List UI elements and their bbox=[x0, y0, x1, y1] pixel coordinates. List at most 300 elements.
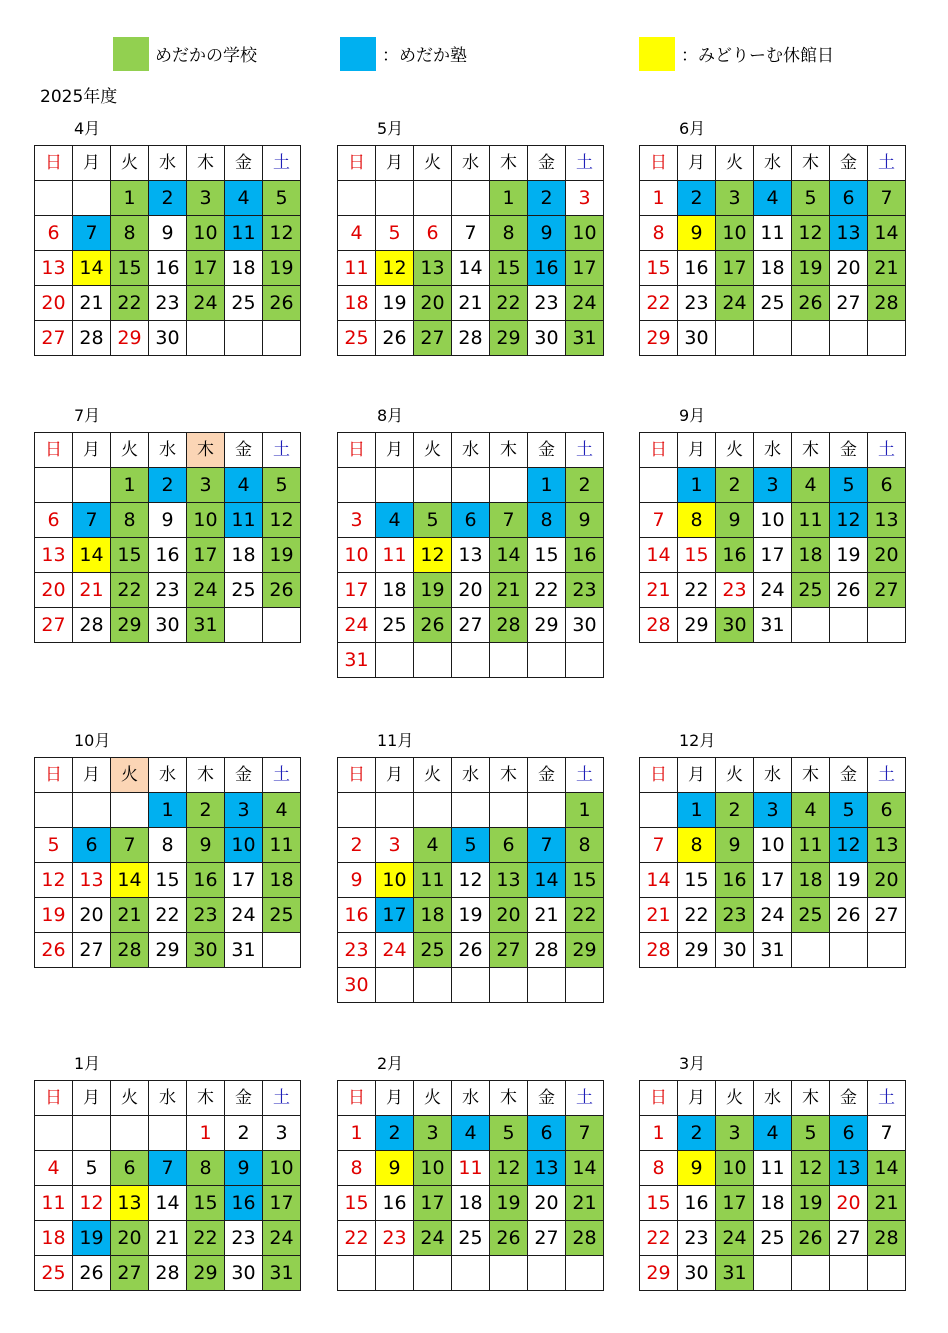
weekday-header: 水 bbox=[149, 1081, 187, 1116]
weekday-header: 月 bbox=[73, 433, 111, 468]
day-cell: 29 bbox=[640, 1256, 678, 1291]
weekday-header: 火 bbox=[111, 758, 149, 793]
day-cell: 14 bbox=[868, 216, 906, 251]
weekday-header: 金 bbox=[528, 1081, 566, 1116]
day-cell: 27 bbox=[830, 1221, 868, 1256]
day-cell: 15 bbox=[640, 251, 678, 286]
day-cell: 22 bbox=[490, 286, 528, 321]
day-cell: 18 bbox=[792, 863, 830, 898]
empty-cell bbox=[528, 968, 566, 1003]
day-cell: 1 bbox=[566, 793, 604, 828]
day-cell: 8 bbox=[490, 216, 528, 251]
day-cell: 1 bbox=[640, 181, 678, 216]
weekday-header: 日 bbox=[338, 1081, 376, 1116]
day-cell: 11 bbox=[225, 503, 263, 538]
day-cell: 21 bbox=[452, 286, 490, 321]
day-cell: 16 bbox=[566, 538, 604, 573]
day-cell: 30 bbox=[716, 608, 754, 643]
day-cell: 12 bbox=[452, 863, 490, 898]
day-cell: 21 bbox=[73, 286, 111, 321]
day-cell: 18 bbox=[754, 1186, 792, 1221]
empty-cell bbox=[414, 181, 452, 216]
day-cell: 26 bbox=[414, 608, 452, 643]
day-cell: 17 bbox=[414, 1186, 452, 1221]
day-cell: 16 bbox=[149, 251, 187, 286]
day-cell: 1 bbox=[111, 468, 149, 503]
day-cell: 24 bbox=[754, 573, 792, 608]
weekday-header: 土 bbox=[868, 146, 906, 181]
empty-cell bbox=[452, 968, 490, 1003]
day-cell: 25 bbox=[338, 321, 376, 356]
day-cell: 14 bbox=[452, 251, 490, 286]
day-cell: 10 bbox=[187, 503, 225, 538]
day-cell: 29 bbox=[111, 321, 149, 356]
day-cell: 1 bbox=[490, 181, 528, 216]
weekday-header: 金 bbox=[830, 758, 868, 793]
day-cell: 27 bbox=[868, 573, 906, 608]
weekday-header: 月 bbox=[376, 433, 414, 468]
legend-school-label: めだかの学校 bbox=[155, 46, 257, 66]
day-cell: 4 bbox=[792, 468, 830, 503]
month-label: 2月 bbox=[377, 1054, 404, 1073]
month-label: 12月 bbox=[679, 731, 716, 750]
day-cell: 3 bbox=[376, 828, 414, 863]
day-cell: 23 bbox=[149, 286, 187, 321]
day-cell: 25 bbox=[792, 898, 830, 933]
weekday-header: 木 bbox=[187, 1081, 225, 1116]
weekday-header: 日 bbox=[338, 146, 376, 181]
weekday-header: 水 bbox=[149, 146, 187, 181]
weekday-header: 金 bbox=[528, 758, 566, 793]
day-cell: 4 bbox=[225, 181, 263, 216]
weekday-header: 日 bbox=[35, 1081, 73, 1116]
day-cell: 8 bbox=[528, 503, 566, 538]
day-cell: 3 bbox=[754, 468, 792, 503]
empty-cell bbox=[566, 1256, 604, 1291]
day-cell: 3 bbox=[187, 468, 225, 503]
day-cell: 7 bbox=[452, 216, 490, 251]
day-cell: 28 bbox=[640, 933, 678, 968]
empty-cell bbox=[376, 181, 414, 216]
day-cell: 25 bbox=[263, 898, 301, 933]
day-cell: 14 bbox=[528, 863, 566, 898]
day-cell: 9 bbox=[225, 1151, 263, 1186]
day-cell: 10 bbox=[338, 538, 376, 573]
day-cell: 26 bbox=[35, 933, 73, 968]
day-cell: 6 bbox=[868, 468, 906, 503]
year-label: 2025年度 bbox=[40, 87, 118, 107]
day-cell: 6 bbox=[528, 1116, 566, 1151]
day-cell: 30 bbox=[149, 321, 187, 356]
day-cell: 21 bbox=[640, 573, 678, 608]
day-cell: 12 bbox=[376, 251, 414, 286]
empty-cell bbox=[263, 933, 301, 968]
empty-cell bbox=[452, 468, 490, 503]
empty-cell bbox=[414, 1256, 452, 1291]
day-cell: 8 bbox=[111, 503, 149, 538]
day-cell: 23 bbox=[566, 573, 604, 608]
day-cell: 16 bbox=[528, 251, 566, 286]
weekday-header: 火 bbox=[414, 758, 452, 793]
day-cell: 13 bbox=[73, 863, 111, 898]
day-cell: 24 bbox=[225, 898, 263, 933]
month-calendar bbox=[639, 1080, 906, 1291]
day-cell: 7 bbox=[868, 181, 906, 216]
day-cell: 17 bbox=[376, 898, 414, 933]
empty-cell bbox=[376, 793, 414, 828]
day-cell: 17 bbox=[187, 538, 225, 573]
day-cell: 20 bbox=[414, 286, 452, 321]
day-cell: 4 bbox=[414, 828, 452, 863]
day-cell: 29 bbox=[566, 933, 604, 968]
weekday-header: 火 bbox=[111, 433, 149, 468]
day-cell: 15 bbox=[149, 863, 187, 898]
day-cell: 26 bbox=[792, 286, 830, 321]
month-calendar bbox=[639, 145, 906, 356]
day-cell: 5 bbox=[792, 1116, 830, 1151]
empty-cell bbox=[414, 468, 452, 503]
day-cell: 5 bbox=[830, 793, 868, 828]
weekday-header: 木 bbox=[792, 433, 830, 468]
weekday-header: 月 bbox=[678, 1081, 716, 1116]
day-cell: 27 bbox=[111, 1256, 149, 1291]
day-cell: 7 bbox=[528, 828, 566, 863]
day-cell: 11 bbox=[452, 1151, 490, 1186]
empty-cell bbox=[566, 968, 604, 1003]
day-cell: 14 bbox=[640, 863, 678, 898]
weekday-header: 水 bbox=[149, 433, 187, 468]
day-cell: 12 bbox=[830, 828, 868, 863]
day-cell: 4 bbox=[263, 793, 301, 828]
weekday-header: 水 bbox=[452, 433, 490, 468]
day-cell: 16 bbox=[678, 1186, 716, 1221]
empty-cell bbox=[490, 1256, 528, 1291]
day-cell: 4 bbox=[792, 793, 830, 828]
day-cell: 12 bbox=[263, 503, 301, 538]
day-cell: 12 bbox=[263, 216, 301, 251]
day-cell: 20 bbox=[35, 573, 73, 608]
weekday-header: 月 bbox=[376, 1081, 414, 1116]
day-cell: 20 bbox=[35, 286, 73, 321]
day-cell: 6 bbox=[111, 1151, 149, 1186]
day-cell: 22 bbox=[111, 286, 149, 321]
day-cell: 25 bbox=[225, 286, 263, 321]
day-cell: 17 bbox=[716, 251, 754, 286]
day-cell: 4 bbox=[754, 1116, 792, 1151]
day-cell: 23 bbox=[225, 1221, 263, 1256]
day-cell: 22 bbox=[640, 286, 678, 321]
day-cell: 30 bbox=[678, 321, 716, 356]
weekday-header: 木 bbox=[490, 1081, 528, 1116]
empty-cell bbox=[73, 468, 111, 503]
day-cell: 4 bbox=[754, 181, 792, 216]
day-cell: 27 bbox=[414, 321, 452, 356]
day-cell: 31 bbox=[263, 1256, 301, 1291]
day-cell: 4 bbox=[376, 503, 414, 538]
day-cell: 30 bbox=[678, 1256, 716, 1291]
day-cell: 9 bbox=[187, 828, 225, 863]
day-cell: 22 bbox=[338, 1221, 376, 1256]
day-cell: 22 bbox=[149, 898, 187, 933]
weekday-header: 日 bbox=[640, 146, 678, 181]
day-cell: 10 bbox=[754, 503, 792, 538]
empty-cell bbox=[35, 793, 73, 828]
day-cell: 22 bbox=[566, 898, 604, 933]
day-cell: 9 bbox=[716, 503, 754, 538]
day-cell: 18 bbox=[376, 573, 414, 608]
day-cell: 27 bbox=[35, 321, 73, 356]
weekday-header: 木 bbox=[490, 146, 528, 181]
day-cell: 30 bbox=[566, 608, 604, 643]
day-cell: 3 bbox=[566, 181, 604, 216]
day-cell: 3 bbox=[754, 793, 792, 828]
day-cell: 26 bbox=[830, 898, 868, 933]
day-cell: 28 bbox=[73, 608, 111, 643]
day-cell: 30 bbox=[149, 608, 187, 643]
day-cell: 6 bbox=[868, 793, 906, 828]
day-cell: 16 bbox=[187, 863, 225, 898]
day-cell: 17 bbox=[225, 863, 263, 898]
day-cell: 10 bbox=[716, 1151, 754, 1186]
day-cell: 5 bbox=[263, 181, 301, 216]
weekday-header: 土 bbox=[868, 433, 906, 468]
day-cell: 11 bbox=[338, 251, 376, 286]
day-cell: 24 bbox=[338, 608, 376, 643]
day-cell: 26 bbox=[490, 1221, 528, 1256]
day-cell: 27 bbox=[73, 933, 111, 968]
day-cell: 3 bbox=[716, 1116, 754, 1151]
day-cell: 10 bbox=[225, 828, 263, 863]
empty-cell bbox=[716, 321, 754, 356]
day-cell: 1 bbox=[678, 793, 716, 828]
day-cell: 25 bbox=[754, 1221, 792, 1256]
day-cell: 25 bbox=[225, 573, 263, 608]
day-cell: 18 bbox=[338, 286, 376, 321]
day-cell: 29 bbox=[678, 608, 716, 643]
day-cell: 21 bbox=[566, 1186, 604, 1221]
empty-cell bbox=[73, 1116, 111, 1151]
day-cell: 11 bbox=[35, 1186, 73, 1221]
day-cell: 14 bbox=[640, 538, 678, 573]
day-cell: 17 bbox=[716, 1186, 754, 1221]
weekday-header: 月 bbox=[678, 758, 716, 793]
weekday-header: 火 bbox=[414, 146, 452, 181]
day-cell: 3 bbox=[716, 181, 754, 216]
weekday-header: 日 bbox=[338, 433, 376, 468]
day-cell: 1 bbox=[528, 468, 566, 503]
day-cell: 31 bbox=[754, 608, 792, 643]
day-cell: 16 bbox=[338, 898, 376, 933]
day-cell: 1 bbox=[111, 181, 149, 216]
weekday-header: 日 bbox=[35, 146, 73, 181]
month-label: 10月 bbox=[74, 731, 111, 750]
day-cell: 8 bbox=[111, 216, 149, 251]
day-cell: 9 bbox=[528, 216, 566, 251]
empty-cell bbox=[792, 608, 830, 643]
empty-cell bbox=[225, 608, 263, 643]
day-cell: 11 bbox=[225, 216, 263, 251]
month-calendar bbox=[337, 757, 604, 1003]
day-cell: 30 bbox=[338, 968, 376, 1003]
day-cell: 18 bbox=[754, 251, 792, 286]
empty-cell bbox=[338, 793, 376, 828]
day-cell: 3 bbox=[225, 793, 263, 828]
day-cell: 19 bbox=[490, 1186, 528, 1221]
weekday-header: 日 bbox=[338, 758, 376, 793]
empty-cell bbox=[792, 321, 830, 356]
day-cell: 13 bbox=[452, 538, 490, 573]
day-cell: 14 bbox=[73, 251, 111, 286]
day-cell: 29 bbox=[187, 1256, 225, 1291]
weekday-header: 金 bbox=[225, 146, 263, 181]
weekday-header: 金 bbox=[528, 433, 566, 468]
day-cell: 7 bbox=[640, 503, 678, 538]
day-cell: 26 bbox=[263, 286, 301, 321]
day-cell: 7 bbox=[73, 503, 111, 538]
day-cell: 25 bbox=[35, 1256, 73, 1291]
empty-cell bbox=[452, 1256, 490, 1291]
empty-cell bbox=[528, 1256, 566, 1291]
empty-cell bbox=[830, 608, 868, 643]
day-cell: 29 bbox=[640, 321, 678, 356]
day-cell: 10 bbox=[754, 828, 792, 863]
empty-cell bbox=[376, 468, 414, 503]
day-cell: 15 bbox=[187, 1186, 225, 1221]
day-cell: 15 bbox=[338, 1186, 376, 1221]
month-calendar bbox=[337, 145, 604, 356]
day-cell: 7 bbox=[640, 828, 678, 863]
day-cell: 19 bbox=[830, 538, 868, 573]
day-cell: 8 bbox=[640, 1151, 678, 1186]
weekday-header: 木 bbox=[187, 146, 225, 181]
day-cell: 29 bbox=[528, 608, 566, 643]
empty-cell bbox=[490, 643, 528, 678]
day-cell: 28 bbox=[528, 933, 566, 968]
empty-cell bbox=[528, 643, 566, 678]
day-cell: 3 bbox=[414, 1116, 452, 1151]
day-cell: 9 bbox=[149, 503, 187, 538]
empty-cell bbox=[376, 643, 414, 678]
empty-cell bbox=[830, 933, 868, 968]
empty-cell bbox=[35, 181, 73, 216]
weekday-header: 水 bbox=[452, 758, 490, 793]
weekday-header: 木 bbox=[792, 758, 830, 793]
day-cell: 18 bbox=[35, 1221, 73, 1256]
day-cell: 8 bbox=[566, 828, 604, 863]
day-cell: 17 bbox=[754, 538, 792, 573]
day-cell: 27 bbox=[830, 286, 868, 321]
day-cell: 11 bbox=[414, 863, 452, 898]
empty-cell bbox=[263, 608, 301, 643]
day-cell: 8 bbox=[678, 503, 716, 538]
day-cell: 23 bbox=[338, 933, 376, 968]
weekday-header: 月 bbox=[73, 1081, 111, 1116]
day-cell: 17 bbox=[566, 251, 604, 286]
day-cell: 21 bbox=[111, 898, 149, 933]
empty-cell bbox=[73, 181, 111, 216]
day-cell: 6 bbox=[830, 1116, 868, 1151]
month-calendar bbox=[34, 145, 301, 356]
empty-cell bbox=[376, 1256, 414, 1291]
month-label: 1月 bbox=[74, 1054, 101, 1073]
weekday-header: 金 bbox=[830, 146, 868, 181]
month-label: 7月 bbox=[74, 406, 101, 425]
day-cell: 5 bbox=[490, 1116, 528, 1151]
empty-cell bbox=[792, 1256, 830, 1291]
day-cell: 29 bbox=[111, 608, 149, 643]
day-cell: 10 bbox=[187, 216, 225, 251]
day-cell: 22 bbox=[111, 573, 149, 608]
month-calendar bbox=[34, 757, 301, 968]
empty-cell bbox=[338, 1256, 376, 1291]
day-cell: 14 bbox=[149, 1186, 187, 1221]
day-cell: 16 bbox=[678, 251, 716, 286]
weekday-header: 火 bbox=[716, 146, 754, 181]
weekday-header: 木 bbox=[187, 758, 225, 793]
day-cell: 9 bbox=[149, 216, 187, 251]
day-cell: 9 bbox=[678, 216, 716, 251]
empty-cell bbox=[490, 968, 528, 1003]
day-cell: 12 bbox=[792, 1151, 830, 1186]
day-cell: 25 bbox=[376, 608, 414, 643]
day-cell: 10 bbox=[716, 216, 754, 251]
day-cell: 24 bbox=[716, 286, 754, 321]
empty-cell bbox=[35, 468, 73, 503]
day-cell: 24 bbox=[414, 1221, 452, 1256]
day-cell: 1 bbox=[149, 793, 187, 828]
weekday-header: 木 bbox=[792, 146, 830, 181]
day-cell: 31 bbox=[754, 933, 792, 968]
weekday-header: 日 bbox=[640, 1081, 678, 1116]
legend-juku-label: ：めだか塾 bbox=[382, 46, 467, 66]
empty-cell bbox=[528, 793, 566, 828]
day-cell: 13 bbox=[528, 1151, 566, 1186]
day-cell: 24 bbox=[716, 1221, 754, 1256]
day-cell: 28 bbox=[149, 1256, 187, 1291]
day-cell: 8 bbox=[187, 1151, 225, 1186]
day-cell: 13 bbox=[830, 216, 868, 251]
day-cell: 13 bbox=[830, 1151, 868, 1186]
day-cell: 9 bbox=[338, 863, 376, 898]
day-cell: 9 bbox=[716, 828, 754, 863]
day-cell: 18 bbox=[263, 863, 301, 898]
weekday-header: 火 bbox=[716, 1081, 754, 1116]
day-cell: 26 bbox=[263, 573, 301, 608]
day-cell: 7 bbox=[149, 1151, 187, 1186]
day-cell: 13 bbox=[414, 251, 452, 286]
day-cell: 24 bbox=[187, 286, 225, 321]
day-cell: 1 bbox=[338, 1116, 376, 1151]
day-cell: 16 bbox=[225, 1186, 263, 1221]
day-cell: 20 bbox=[490, 898, 528, 933]
day-cell: 27 bbox=[528, 1221, 566, 1256]
day-cell: 28 bbox=[640, 608, 678, 643]
day-cell: 19 bbox=[73, 1221, 111, 1256]
month-calendar bbox=[34, 1080, 301, 1291]
day-cell: 1 bbox=[640, 1116, 678, 1151]
day-cell: 24 bbox=[376, 933, 414, 968]
month-label: 3月 bbox=[679, 1054, 706, 1073]
day-cell: 2 bbox=[678, 1116, 716, 1151]
empty-cell bbox=[338, 468, 376, 503]
day-cell: 31 bbox=[187, 608, 225, 643]
weekday-header: 木 bbox=[490, 433, 528, 468]
empty-cell bbox=[111, 793, 149, 828]
empty-cell bbox=[414, 793, 452, 828]
day-cell: 26 bbox=[452, 933, 490, 968]
day-cell: 19 bbox=[452, 898, 490, 933]
day-cell: 24 bbox=[754, 898, 792, 933]
